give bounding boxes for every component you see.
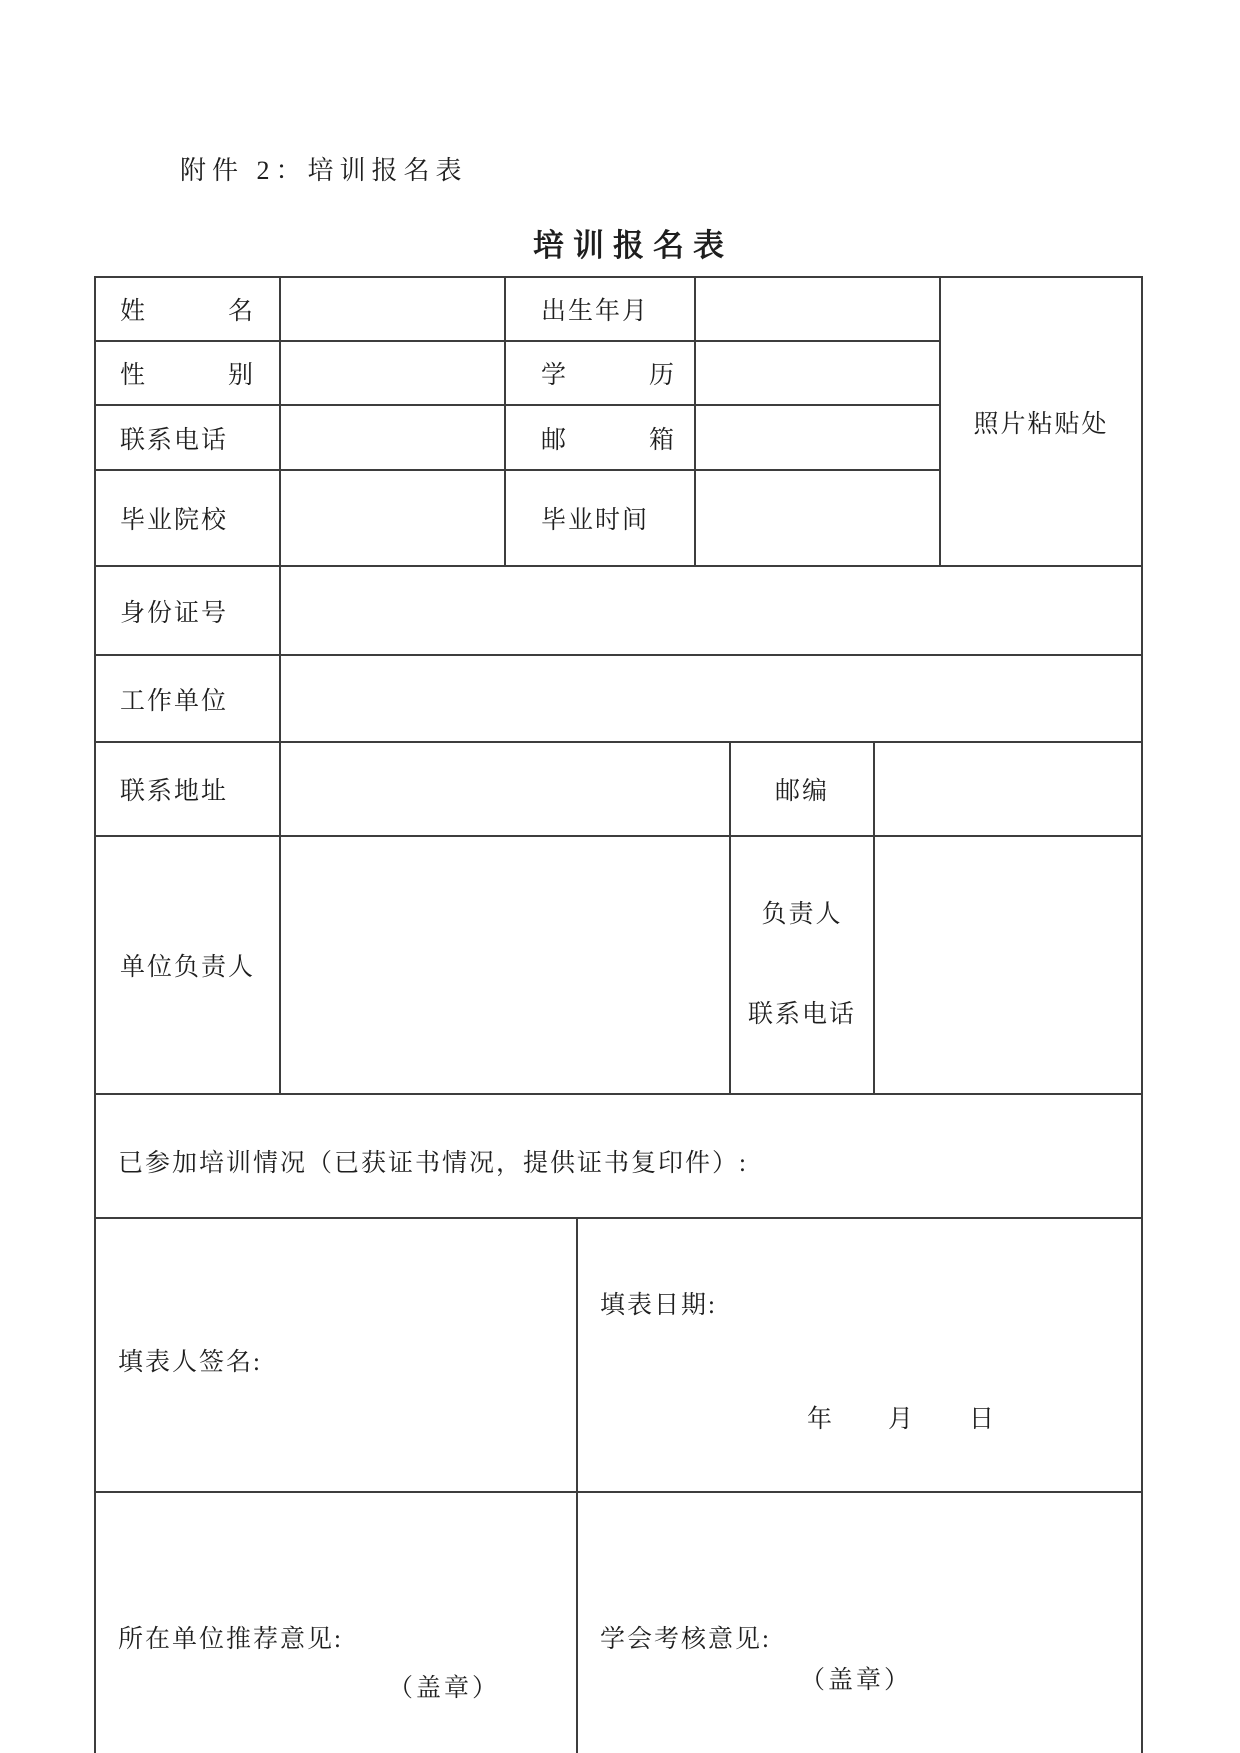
unit-leader-value-cell (280, 836, 730, 1094)
unit-recommendation-label: 所在单位推荐意见: (118, 1625, 343, 1653)
society-stamp-placeholder: （盖章） (799, 1667, 913, 1694)
row-id-card (95, 566, 1142, 655)
address-value-cell (280, 742, 730, 836)
education-label: 学 历 (505, 341, 695, 405)
zip-label: 邮编 (730, 742, 874, 836)
employer-label: 工作单位 (95, 655, 280, 742)
school-value-cell (280, 470, 505, 566)
row-address-zip (95, 742, 1142, 836)
society-review-label: 学会考核意见: (600, 1625, 771, 1653)
id-card-label: 身份证号 (95, 566, 280, 655)
row-training-history (95, 1094, 1142, 1218)
leader-phone-label (730, 836, 874, 1094)
leader-phone-label-line1: 负责人 (761, 901, 843, 928)
row-unit-leader (95, 836, 1142, 1094)
registration-form-table (94, 276, 1143, 1753)
photo-area-cell: 照片粘贴处 (940, 277, 1142, 566)
gender-value-cell (280, 341, 505, 405)
birth-value-cell (695, 277, 940, 341)
society-review-cell (577, 1492, 1142, 1753)
training-history-cell: 已参加培训情况（已获证书情况，提供证书复印件）: (95, 1094, 1142, 1218)
employer-value-cell (280, 655, 1142, 742)
school-label: 毕业院校 (95, 470, 280, 566)
row-employer (95, 655, 1142, 742)
attachment-heading: 附件 2：培训报名表 (180, 156, 468, 185)
email-value-cell (695, 405, 940, 470)
row-opinions (95, 1492, 1142, 1753)
phone-label: 联系电话 (95, 405, 280, 470)
name-label: 姓 名 (95, 277, 280, 341)
grad-time-value-cell (695, 470, 940, 566)
birth-label: 出生年月 (505, 277, 695, 341)
unit-stamp-placeholder: （盖章） (387, 1675, 501, 1702)
grad-time-label: 毕业时间 (505, 470, 695, 566)
row-signature-date (95, 1218, 1142, 1492)
leader-phone-value-cell (874, 836, 1142, 1094)
phone-value-cell (280, 405, 505, 470)
zip-value-cell (874, 742, 1142, 836)
fill-date-cell (577, 1218, 1142, 1492)
row-name-birth (95, 277, 1142, 341)
leader-phone-label-line2: 联系电话 (748, 1001, 857, 1028)
unit-leader-label: 单位负责人 (95, 836, 280, 1094)
address-label: 联系地址 (95, 742, 280, 836)
unit-recommendation-cell (95, 1492, 577, 1753)
date-ymd-placeholder: 年 月 日 (807, 1406, 997, 1433)
signer-cell: 填表人签名: (95, 1218, 577, 1492)
fill-date-label: 填表日期: (600, 1292, 717, 1319)
id-card-value-cell (280, 566, 1142, 655)
email-label: 邮 箱 (505, 405, 695, 470)
form-title: 培训报名表 (533, 228, 733, 263)
gender-label: 性 别 (95, 341, 280, 405)
name-value-cell (280, 277, 505, 341)
education-value-cell (695, 341, 940, 405)
